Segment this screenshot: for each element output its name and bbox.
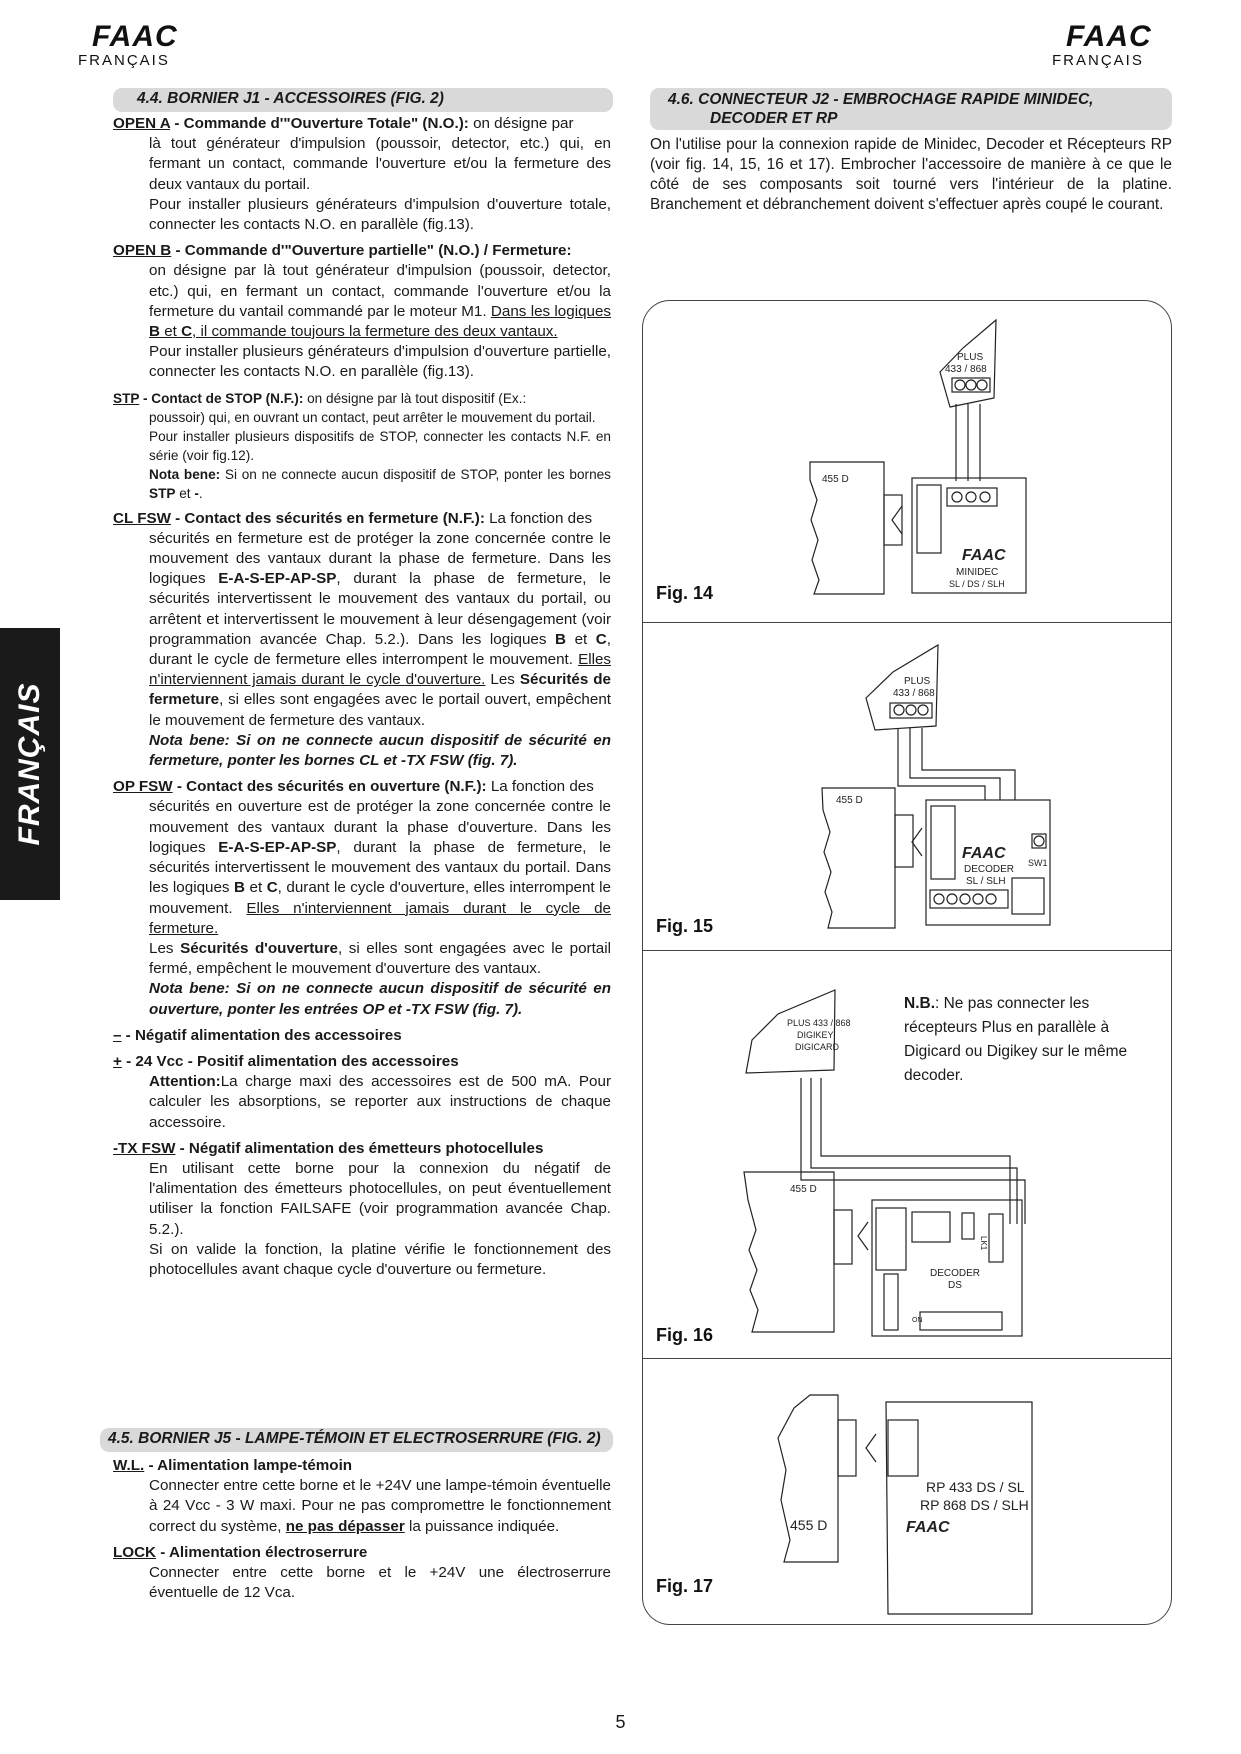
label-lock: LOCK [113, 1543, 157, 1561]
cl-e: , si elles sont engagées avec le portail ouvert, empêchent le mouvement de fermeture des vantaux. [149, 691, 611, 729]
label-stp: STP [113, 390, 140, 406]
fig15-sw1: SW1 [1028, 858, 1048, 868]
label-cl-fsw: CL FSW [113, 509, 171, 527]
line-open-a: on désigne par [468, 115, 574, 132]
op-b: , durant la phase de fermeture, le sécurités intervertissent le mouvement des vantaux du portail. Dans les logiques [149, 838, 612, 897]
fig17-rp-l2: RP 868 DS / SLH [920, 1497, 1029, 1513]
fig15-decoder-models: SL / SLH [966, 876, 1006, 887]
nb-stp-end: . [198, 485, 203, 501]
fig16-decoder-text: DECODER [930, 1268, 981, 1279]
cl-d: Les [485, 671, 520, 689]
fig15-decoder-text: DECODER [964, 864, 1015, 875]
title-cl-fsw: - Contact des sécurités en fermeture (N.F.): [170, 509, 485, 527]
att-label: Attention: [149, 1073, 221, 1091]
fig17-board-text: 455 D [790, 1517, 828, 1533]
line-op-fsw: La fonction des [486, 778, 594, 796]
fig16-plus-l2: DIGIKEY [797, 1030, 834, 1040]
fig16-on: ON [912, 1317, 923, 1324]
wl-a: Connecter entre cette borne et le +24V une lampe-témoin éventuelle à 24 Vcc - 3 W maxi. Pour ne pas compromettre le fonctionnement correct du système, [149, 1477, 611, 1535]
logic-b: B [149, 323, 160, 341]
fig15-board-text: 455 D [836, 795, 863, 806]
fig15-455d-board [822, 788, 895, 928]
nb-stp-term: STP [149, 485, 176, 501]
nb-stp-minus: - [194, 485, 199, 501]
fig14-minidec-models: SL / DS / SLH [949, 579, 1005, 589]
fig16-455d-board [744, 1172, 834, 1332]
fig15-diagram [822, 645, 1050, 928]
label-tx-fsw: -TX FSW [113, 1139, 176, 1157]
fig15-label: Fig. 15 [656, 916, 714, 936]
fig16-note-text: : Ne pas connecter les récepteurs Plus en parallèle à Digicard ou Digikey sur le même decoder. [904, 995, 1128, 1084]
op-c: , durant le cycle d'ouverture, elles interrompent le mouvement. [149, 879, 611, 917]
op2-b: , si elles sont engagées avec le portail fermé, empêchent le mouvement d'ouverture des vantaux. [149, 939, 611, 978]
cl-logic-c: C [595, 630, 607, 648]
nota-cl-fsw: Nota bene: Si on ne connecte aucun dispositif de sécurité en fermeture, ponter les bornes CL et -TX FSW (fig. 7). [149, 731, 611, 770]
line-cl-fsw: La fonction des [484, 509, 593, 527]
label-minus: – [113, 1026, 122, 1044]
op-et: et [244, 879, 267, 897]
fig16-decoder-models: DS [948, 1280, 962, 1291]
fig16-note-label: N.B. [904, 995, 935, 1012]
section-4-6-title-l2: DECODER ET RP [710, 110, 838, 127]
fig14-board-text: 455 D [822, 474, 849, 485]
op-logic-b: B [234, 879, 245, 897]
cl-logic-b: B [555, 630, 567, 648]
body-stp: poussoir) qui, en ouvrant un contact, peut arrêter le mouvement du portail. [149, 409, 596, 425]
page-number: 5 [615, 1712, 626, 1732]
label-plus: + [113, 1052, 122, 1070]
section-4-5-heading: 4.5. BORNIER J5 - LAMPE-TÉMOIN ET ELECTROSERRURE (FIG. 2) [100, 1428, 613, 1452]
title-open-b: - Commande d'"Ouverture partielle" (N.O.) / Fermeture: [171, 242, 572, 260]
line-stp: on désigne par là tout dispositif (Ex.: [303, 390, 527, 406]
cl-a: sécurités en fermeture est de protéger la zone concernée contre le mouvement des vantaux durant la phase de fermeture. Dans les logiques [149, 529, 611, 588]
title-plus: - 24 Vcc - Positif alimentation des accessoires [121, 1052, 459, 1070]
fig17-rp-brand: FAAC [906, 1519, 950, 1536]
text-open-b-u2: , il commande toujours la fermeture des deux vantaux. [192, 323, 558, 341]
body2-open-b: Pour installer plusieurs générateurs d'impulsion d'ouverture partielle, connecter les contacts N.O. en parallèle (fig.13). [149, 343, 611, 381]
text-open-b-a: on désigne par là tout générateur d'impulsion (poussoir, detector, etc.) qui, en fermant un contact, commande l'ouverture et/ou la fermeture du vantail commandé par le moteur M1. [149, 262, 611, 320]
fig15-plus-freq: 433 / 868 [893, 688, 935, 699]
body2-open-a: Pour installer plusieurs générateurs d'impulsion d'ouverture totale, connecter les contacts N.O. en parallèle (fig.13). [149, 195, 611, 234]
op2-sec: Sécurités d'ouverture [180, 939, 338, 957]
fig16-plus-l1: PLUS 433 / 868 [787, 1018, 851, 1028]
section-4-6-body: On l'utilise pour la connexion rapide de Minidec, Decoder et Récepteurs RP (voir fig. 14, 15, 16 et 17). Embrocher l'accessoire de manière à ce que le côté de ses composants soit tourné vers l'intérieur de la platine. Branchement et débranchement doivent s'effectuer après coupé le courant. [650, 136, 1172, 213]
fig14-minidec-brand: FAAC [962, 547, 1006, 564]
nb-stp-et: et [175, 485, 195, 501]
op-logics: E-A-S-EP-AP-SP [218, 838, 337, 856]
cl-logics: E-A-S-EP-AP-SP [218, 570, 337, 588]
label-wl: W.L. [113, 1457, 145, 1474]
wl-bold: ne pas dépasser [285, 1517, 405, 1535]
text-open-b-u1: Dans les logiques [490, 302, 612, 320]
body2-tx-fsw: Si on valide la fonction, la platine vérifie le fonctionnement des photocellules avant chaque cycle d'ouverture ou fermeture. [149, 1240, 611, 1278]
op-a: sécurités en ouverture est de protéger la zone concernée contre le mouvement des vantaux durant la phase d'ouverture. Dans les logiques [149, 798, 611, 856]
fig16-label: Fig. 16 [656, 1325, 714, 1345]
label-open-a: OPEN A [113, 115, 171, 132]
title-minus: - Négatif alimentation des accessoires [121, 1026, 402, 1044]
title-lock: - Alimentation électroserrure [156, 1543, 368, 1561]
fig14-label: Fig. 14 [656, 583, 714, 603]
cl-u: Elles n'interviennent jamais durant le cycle d'ouverture. [149, 651, 611, 689]
label-op-fsw: OP FSW [113, 778, 173, 796]
wl-b: la puissance indiquée. [404, 1517, 560, 1535]
cl-b: , durant la phase de fermeture, le sécurités intervertissent le mouvement des vantaux du portail, ou arrêtent et intervertissent le mouvement à leur désengagement (voir programmation avancée Chap. 5.2.). Dans les logiques [149, 570, 612, 648]
fig14-plus-text: PLUS [957, 352, 984, 363]
fig16-diagram [744, 990, 1025, 1336]
fig16-plus-l3: DIGICARD [795, 1042, 840, 1052]
title-op-fsw: - Contact des sécurités en ouverture (N.F.): [172, 778, 487, 796]
body-open-a: là tout générateur d'impulsion (poussoir, detector, etc.) qui, en fermant un contact, commande l'ouverture et/ou la fermeture des deux vantaux du portail. [149, 135, 611, 193]
section-4-6-title-l1: 4.6. CONNECTEUR J2 - EMBROCHAGE RAPIDE MINIDEC, [668, 91, 1094, 108]
text-et: et [159, 323, 182, 341]
fig17-rp-l1: RP 433 DS / SL [926, 1479, 1025, 1495]
title-stp: - Contact de STOP (N.F.): [139, 390, 304, 406]
label-open-b: OPEN B [113, 242, 172, 260]
title-open-a: - Commande d'"Ouverture Totale" (N.O.): [170, 115, 469, 132]
fig16-board-text: 455 D [790, 1184, 817, 1195]
fig17-label: Fig. 17 [656, 1576, 714, 1596]
cl-sec: Sécurités de fermeture [149, 671, 611, 709]
title-tx-fsw: - Négatif alimentation des émetteurs photocellules [175, 1139, 544, 1157]
nb-stp-text: Si on ne connecte aucun dispositif de STOP, ponter les bornes [220, 466, 611, 482]
nota-op-fsw: Nota bene: Si on ne connecte aucun dispositif de sécurité en ouverture, ponter les entrées OP et -TX FSW (fig. 7). [149, 980, 611, 1018]
fig15-plus-text: PLUS [904, 676, 931, 687]
body-tx-fsw: En utilisant cette borne pour la connexion du négatif de l'alimentation des émetteurs photocellules, on peut éventuellement utiliser la fonction FAILSAFE (voir programmation avancée Chap. 5.2.). [149, 1159, 611, 1238]
side-tab-label: FRANÇAIS [13, 682, 46, 846]
cl-c: , durant le cycle de fermeture elles interrompent le mouvement. [149, 630, 611, 669]
nb-stp-label: Nota bene: [149, 466, 221, 482]
faac-logo-left: FAAC [92, 20, 178, 53]
fig14-minidec-text: MINIDEC [956, 567, 999, 578]
title-wl: - Alimentation lampe-témoin [144, 1457, 353, 1474]
body2-stp: Pour installer plusieurs dispositifs de STOP, connecter les contacts N.F. en série (voir fig.12). [149, 428, 611, 463]
fig15-decoder-brand: FAAC [962, 845, 1006, 862]
language-label-right: FRANÇAIS [1052, 52, 1144, 69]
fig16-lk1: LK1 [979, 1236, 988, 1251]
op-u: Elles n'interviennent jamais durant le cycle de fermeture. [149, 899, 611, 937]
section-4-4-heading: 4.4. BORNIER J1 - ACCESSOIRES (FIG. 2) [113, 88, 613, 112]
fig17-455d-board [778, 1395, 838, 1562]
logic-c: C [181, 323, 193, 341]
cl-et: et [566, 630, 596, 648]
op2-a: Les [149, 939, 181, 957]
faac-logo-right: FAAC [1066, 20, 1152, 53]
body-lock: Connecter entre cette borne et le +24V une électroserrure éventuelle de 12 Vca. [149, 1564, 611, 1602]
att-text: La charge maxi des accessoires est de 500 mA. Pour calculer les absorptions, se reporter aux instructions de chaque accessoire. [149, 1073, 611, 1131]
op-logic-c: C [266, 879, 278, 897]
language-label-left: FRANÇAIS [78, 52, 170, 69]
fig14-plus-freq: 433 / 868 [945, 364, 987, 375]
